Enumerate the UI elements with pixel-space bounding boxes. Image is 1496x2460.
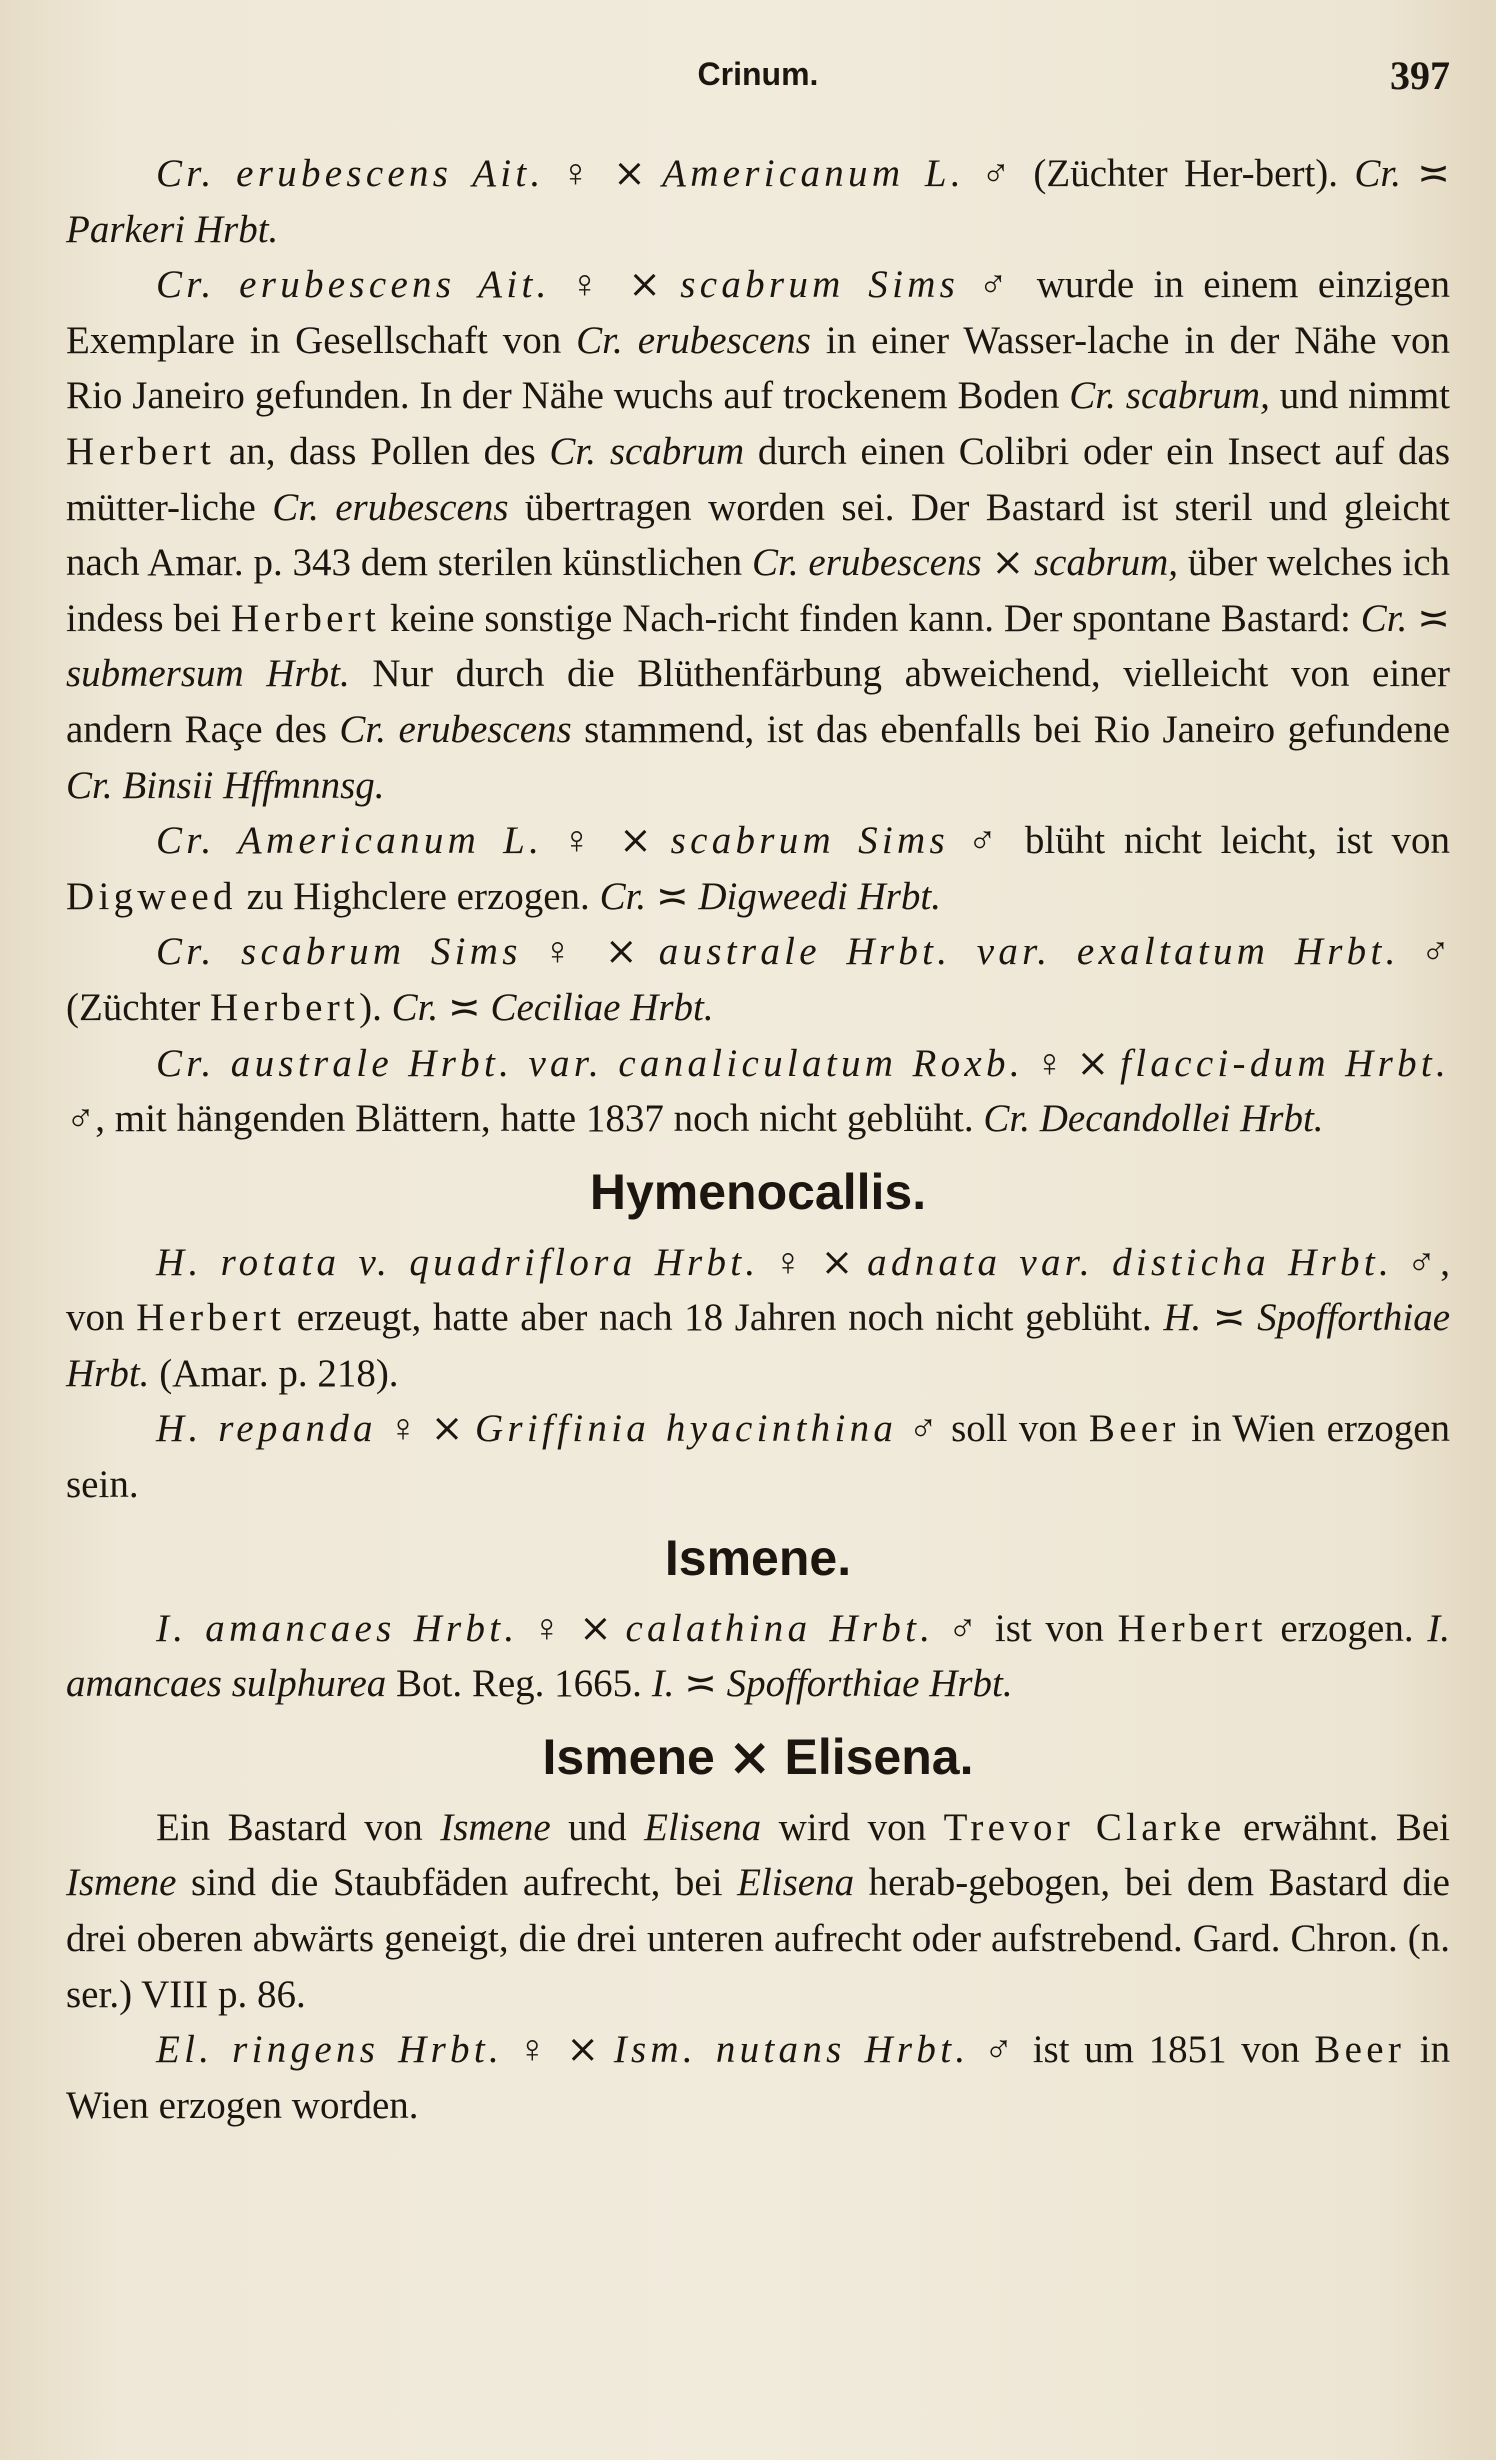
female-symbol: ♀ xyxy=(773,1240,807,1284)
male-symbol: ♂ xyxy=(967,819,1007,863)
page-header xyxy=(66,53,1450,106)
cross-symbol: ⨯ xyxy=(1076,1041,1110,1085)
male-symbol: ♂ xyxy=(981,152,1018,195)
author-name: Trevor Clarke xyxy=(943,1805,1226,1849)
paragraph-crinum-4: Cr. scabrum Sims ♀ ⨯ australe Hrbt. var. exaltatum Hrbt. ♂ (Züchter Herbert). Cr. ≍ Ceciliae Hrbt. xyxy=(66,930,1451,1029)
cross-symbol: ⨯ xyxy=(579,1606,612,1650)
female-symbol: ♀ xyxy=(1034,1041,1066,1085)
cross-symbol: ⨯ xyxy=(604,930,638,974)
paragraph-crinum-3: Cr. Americanum L. ♀ ⨯ scabrum Sims ♂ blüht nicht leicht, ist von Digweed zu Highclere erzogen. Cr. ≍ Digweedi Hrbt. xyxy=(66,819,1450,918)
author-name: Beer xyxy=(1314,2028,1406,2072)
male-symbol: ♂ xyxy=(947,1606,982,1650)
cross-symbol: ⨯ xyxy=(613,152,646,195)
cross-symbol: ⨯ xyxy=(820,1240,854,1284)
male-symbol: ♂ xyxy=(978,263,1018,307)
author-name: Herbert xyxy=(231,596,381,640)
page-body xyxy=(66,146,1450,2133)
hybrid-symbol: ≍ xyxy=(1407,596,1450,640)
hybrid-symbol: ≍ xyxy=(646,874,699,918)
cross-symbol: ⨯ xyxy=(566,2028,600,2072)
male-symbol: ♂ xyxy=(1406,1240,1441,1284)
author-name: Beer xyxy=(1088,1407,1180,1451)
male-symbol: ♂ xyxy=(983,2028,1019,2072)
heading-ismene: Ismene. xyxy=(664,1529,852,1586)
author-name: Herbert xyxy=(1117,1606,1267,1650)
heading-ismene-elisena: Ismene ⨯ Elisena. xyxy=(542,1728,974,1785)
paragraph-hymenocallis-1: H. rotata v. quadriflora Hrbt. ♀ ⨯ adnata var. disticha Hrbt. ♂, von Herbert erzeugt, hatte aber nach 18 Jahren noch nicht geblüht. H. ≍ Spofforthiae Hrbt. (Amar. p. 218). xyxy=(66,1240,1451,1395)
paragraph-crinum-1: Cr. erubescens Ait. ♀ ⨯ Americanum L. ♂ (Züchter Her-bert). Cr. ≍ Parkeri Hrbt. xyxy=(66,152,1450,251)
hybrid-symbol: ≍ xyxy=(1400,152,1450,195)
hybrid-symbol: ≍ xyxy=(674,1662,727,1706)
cross-symbol: ⨯ xyxy=(619,819,652,863)
female-symbol: ♀ xyxy=(517,2028,552,2072)
paragraph-crinum-5: Cr. australe Hrbt. var. canaliculatum Roxb. ♀ ⨯ flacci-dum Hrbt. ♂, mit hängenden Blättern, hatte 1837 noch nicht geblüht. Cr. Decandollei Hrbt. xyxy=(66,1041,1451,1141)
author-name: Herbert xyxy=(66,429,216,473)
female-symbol: ♀ xyxy=(570,263,609,307)
page-number: 397 xyxy=(1390,53,1450,98)
hybrid-symbol: ≍ xyxy=(438,985,491,1029)
paragraph-crinum-2: Cr. erubescens Ait. ♀ ⨯ scabrum Sims ♂ wurde in einem einzigen Exemplare in Gesellschaft von Cr. erubescens in einer Wasser-lache in der Nähe von Rio Janeiro gefunden. In der Nähe wuchs auf trockenem Boden Cr. scabrum, und nimmt Herbert an, dass Pollen des Cr. scabrum durch einen Colibri oder ein Insect auf das mütter-liche Cr. erubescens übertragen worden sei. Der Bastard ist steril und gleicht nach Amar. p. 343 dem sterilen künstlichen Cr. erubescens ⨯ scabrum, über welches ich indess bei Herbert keine sonstige Nach-richt finden kann. Der spontane Bastard: Cr. ≍ submersum Hrbt. Nur durch die Blüthenfärbung abweichend, vielleicht von einer andern Raçe des Cr. erubescens stammend, ist das ebenfalls bei Rio Janeiro gefundene Cr. Binsii Hffmnnsg. xyxy=(66,263,1451,807)
cross-symbol: ⨯ xyxy=(430,1407,464,1451)
author-name: Herbert xyxy=(136,1296,286,1340)
paragraph-hymenocallis-2: H. repanda ♀ ⨯ Griffinia hyacinthina ♂ soll von Beer in Wien erzogen sein. xyxy=(66,1407,1451,1507)
female-symbol: ♀ xyxy=(388,1407,420,1451)
running-title: Crinum. xyxy=(697,56,819,92)
paragraph-ismene-1: I. amancaes Hrbt. ♀ ⨯ calathina Hrbt. ♂ ist von Herbert erzogen. I. amancaes sulphurea Bot. Reg. 1665. I. ≍ Spofforthiae Hrbt. xyxy=(66,1606,1451,1706)
heading-hymenocallis: Hymenocallis. xyxy=(589,1163,927,1220)
female-symbol: ♀ xyxy=(560,152,597,195)
female-symbol: ♀ xyxy=(532,1606,566,1650)
male-symbol: ♂ xyxy=(908,1407,940,1451)
female-symbol: ♀ xyxy=(542,930,584,974)
male-symbol: ♂ xyxy=(66,1097,96,1141)
author-name: Digweed xyxy=(66,874,237,918)
female-symbol: ♀ xyxy=(562,819,601,863)
author-name: Herbert xyxy=(210,985,360,1029)
male-symbol: ♂ xyxy=(1420,930,1451,974)
cross-symbol: ⨯ xyxy=(981,541,1034,585)
paragraph-ismene-elisena-1: Ein Bastard von Ismene und Elisena wird von Trevor Clarke erwähnt. Bei Ismene sind die Staubfäden aufrecht, bei Elisena herab-gebogen, bei dem Bastard die drei oberen abwärts geneigt, die drei unteren aufrecht oder aufstrebend. Gard. Chron. (n. ser.) VIII p. 86. xyxy=(66,1805,1451,2016)
cross-symbol: ⨯ xyxy=(628,263,661,307)
paragraph-ismene-elisena-2: El. ringens Hrbt. ♀ ⨯ Ism. nutans Hrbt. ♂ ist um 1851 von Beer in Wien erzogen worden. xyxy=(66,2028,1451,2127)
hybrid-symbol: ≍ xyxy=(1201,1296,1258,1340)
